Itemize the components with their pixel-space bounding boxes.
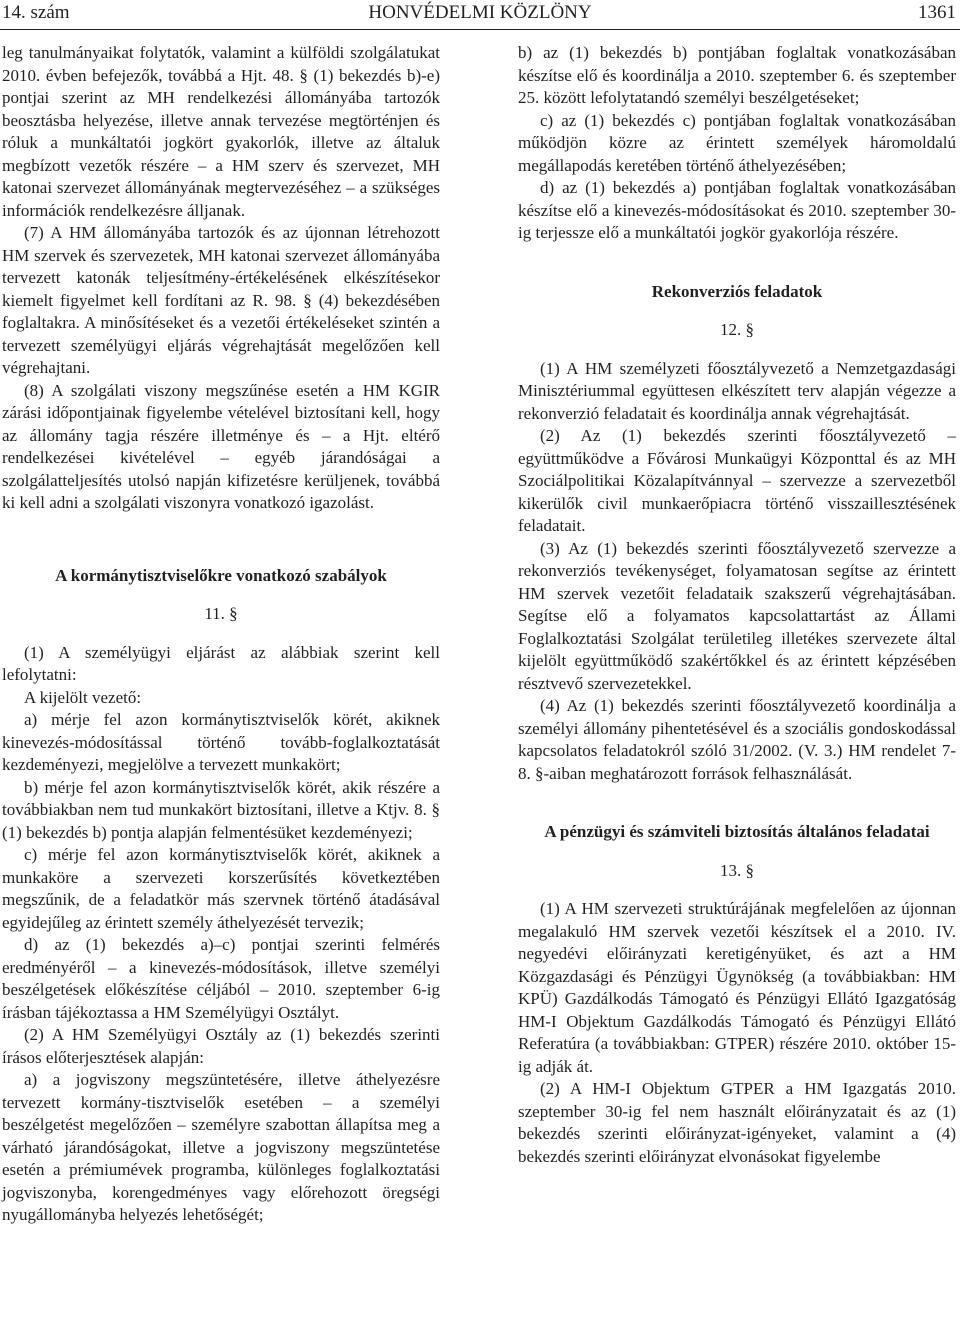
section-heading: Rekonverziós feladatok [651,281,823,301]
paragraph: (7) A HM állományába tartozók és az újonnan létrehozott HM szervek és szervezetek, MH katonai szervezet állományába tervezett katonák teljesítmény-értékelésének elkészítésekor kiemelt figyelmet kell fordítani az R. 98. § (4) bekezdésében foglaltakra. A minősítéseket és a vezetői értékeléseket szintén a tervezett személyügyi eljárás végrehajtását megelőzően kell végrehajtani. [2,223,440,377]
paragraph: d) az (1) bekezdés a)–c) pontjai szerinti felmérés eredményéről – a kinevezés-módosítások, illetve személyi beszélgetések előkészítése céljából – 2010. szeptember 6-ig írásban tájékoztassa a HM Személyügyi Osztályt. [2,935,440,1022]
paragraph: (1) A HM szervezeti struktúrájának megfelelően az újonnan megalakuló HM szervek vezetői készítsek el a 2010. IV. negyedévi előirányzati keretigényüket, és azt a HM Közgazdasági és Pénzügyi Ügynökség (a továbbiakban: HM KPÜ) Gazdálkodás Támogató és Pénzügyi Ellátó Igazgatóság HM-I Objektum Gazdálkodás Támogató és Pénzügyi Ellátó Referatúra (a továbbiakban: GTPER) részére 2010. október 15-ig adják át. [518,899,956,1076]
issue-number: 14. szám [2,2,70,23]
paragraph: (4) Az (1) bekezdés szerinti főosztályvezető koordinálja a személyi állomány pihentetésével és a szociális gondoskodással kapcsolatos feladatokról szóló 31/2002. (V. 3.) HM rendelet 7-8. §-aiban meghatározott források felhasználását. [518,696,956,783]
paragraph: a) a jogviszony megszüntetésére, illetve áthelyezésre tervezett kormány-tisztviselők esetében – a személyi beszélgetést megelőzően – személyre szabottan állapítsa meg a várható járandóságokat, illetve a jogviszony megszüntetése esetén a prémiumévek programba, különleges foglalkoztatási jogviszonyba, korengedményes vagy előrehozott öregségi nyugállományba helyezés lehetőségét; [2,1070,440,1224]
paragraph: (2) Az (1) bekezdés szerinti főosztályvezető – együttműködve a Fővárosi Munkaügyi Központtal és az MH Szociálpolitikai Közalapítvánnyal – szervezze a szervezetből kikerülők civil munkaerőpiacra történő visszaillesztésének feladatait. [518,426,956,535]
paragraph: (3) Az (1) bekezdés szerinti főosztályvezető szervezze a rekonverziós tevékenységet, folyamatosan segítse az érintett HM szervek vezetőit feladataik szakszerű végrehajtásában. Segítse elő a folyamatos kapcsolattartást az Állami Foglalkoztatási Szolgálat területileg illetékes szervezete által kijelölt együttműködő szakértőkkel és az érintett képzésében résztvevő szervezetekkel. [518,538,956,693]
section-number: 11. § [204,604,238,623]
paragraph: (2) A HM-I Objektum GTPER a HM Igazgatás 2010. szeptember 30-ig fel nem használt előirányzatait és az (1) bekezdés szerinti előirányzat-igényeket, valamint a (4) bekezdés szerinti előirányzat elvonásokat figyelembe [518,1079,956,1166]
paragraph: a) mérje fel azon kormánytisztviselők körét, akiknek kinevezés-módosítással történő tovább-foglalkoztatását kezdeményezi, megjelölve a tervezett munkakört; [2,710,440,774]
paragraph: (8) A szolgálati viszony megszűnése esetén a HM KGIR zárási időpontjainak figyelembe vételével biztosítani kell, hogy az állomány tagja részére illetménye és – a Hjt. eltérő rendelkezései kivételével – egyéb járandóságai a szolgálatteljesítés utolsó napján kifizetésre kerüljenek, továbbá ki kell adni a szolgálati viszonyra vonatkozó igazolást. [2,380,440,512]
paragraph: (1) A személyügyi eljárást az alábbiak szerint kell lefolytatni: [2,642,440,684]
paragraph: (2) A HM Személyügyi Osztály az (1) bekezdés szerinti írásos előterjesztések alapján: [2,1025,440,1067]
paragraph: d) az (1) bekezdés a) pontjában foglaltak vonatkozásában készítse elő a kinevezés-módosításokat és 2010. szeptember 30-ig terjessze elő a munkáltatói jogkör gyakorlója részére. [518,178,956,242]
section-heading: A kormánytisztviselőkre vonatkozó szabályok [55,565,387,585]
section-number: 13. § [720,860,754,880]
left-column [2,42,440,1227]
paragraph: (1) A HM személyzeti főosztályvezető a Nemzetgazdasági Minisztériummal együttesen elkészített terv alapján végezze a rekonverzió feladatait és koordinálja annak végrehajtását. [518,358,956,423]
paragraph: leg tanulmányaikat folytatók, valamint a külföldi szolgálatukat 2010. évben befejezők, továbbá a Hjt. 48. § (1) bekezdés b)-e) pontjai szerint az MH rendelkezési állományába tartozók beosztásba helyezése, illetve annak tervezése megtörténjen és róluk a munkáltatói jogkört gyakorlók, illetve az általuk megbízott vezetők részére – a HM szerv és szervezet, MH katonai szervezet állományának megtervezéséhez – a szükséges információk rendelkezésre álljanak. [2,43,440,220]
paragraph: A kijelölt vezető: [24,687,142,707]
page-header [0,0,960,30]
paragraph: b) mérje fel azon kormánytisztviselők körét, akik részére a továbbiakban nem tud munkakört biztosítani, illetve a Ktjv. 8. § (1) bekezdés b) pontja alapján felmentésüket kezdeményezi; [2,777,440,842]
paragraph: b) az (1) bekezdés b) pontjában foglaltak vonatkozásában készítse elő és koordinálja a 2010. szeptember 6. és szeptember 25. között lefolytatandó személyi beszélgetéseket; [518,43,956,107]
section-heading: A pénzügyi és számviteli biztosítás általános feladatai [544,822,930,841]
page-number: 1361 [918,2,956,23]
paragraph: c) az (1) bekezdés c) pontjában foglaltak vonatkozásában működjön közre az érintett személyek háromoldalú megállapodás keretében történő áthelyezésében; [518,110,956,175]
section-number: 12. § [720,320,754,339]
publication-title: HONVÉDELMI KÖZLÖNY [368,2,592,23]
paragraph: c) mérje fel azon kormánytisztviselők körét, akiknek a munkaköre a szervezeti korszerűsítés következtében megszűnik, de a feladatkör más szervnek történő átadásával egyidejűleg az érintett személy áthelyezését tervezik; [2,845,440,932]
right-column [518,42,956,1168]
